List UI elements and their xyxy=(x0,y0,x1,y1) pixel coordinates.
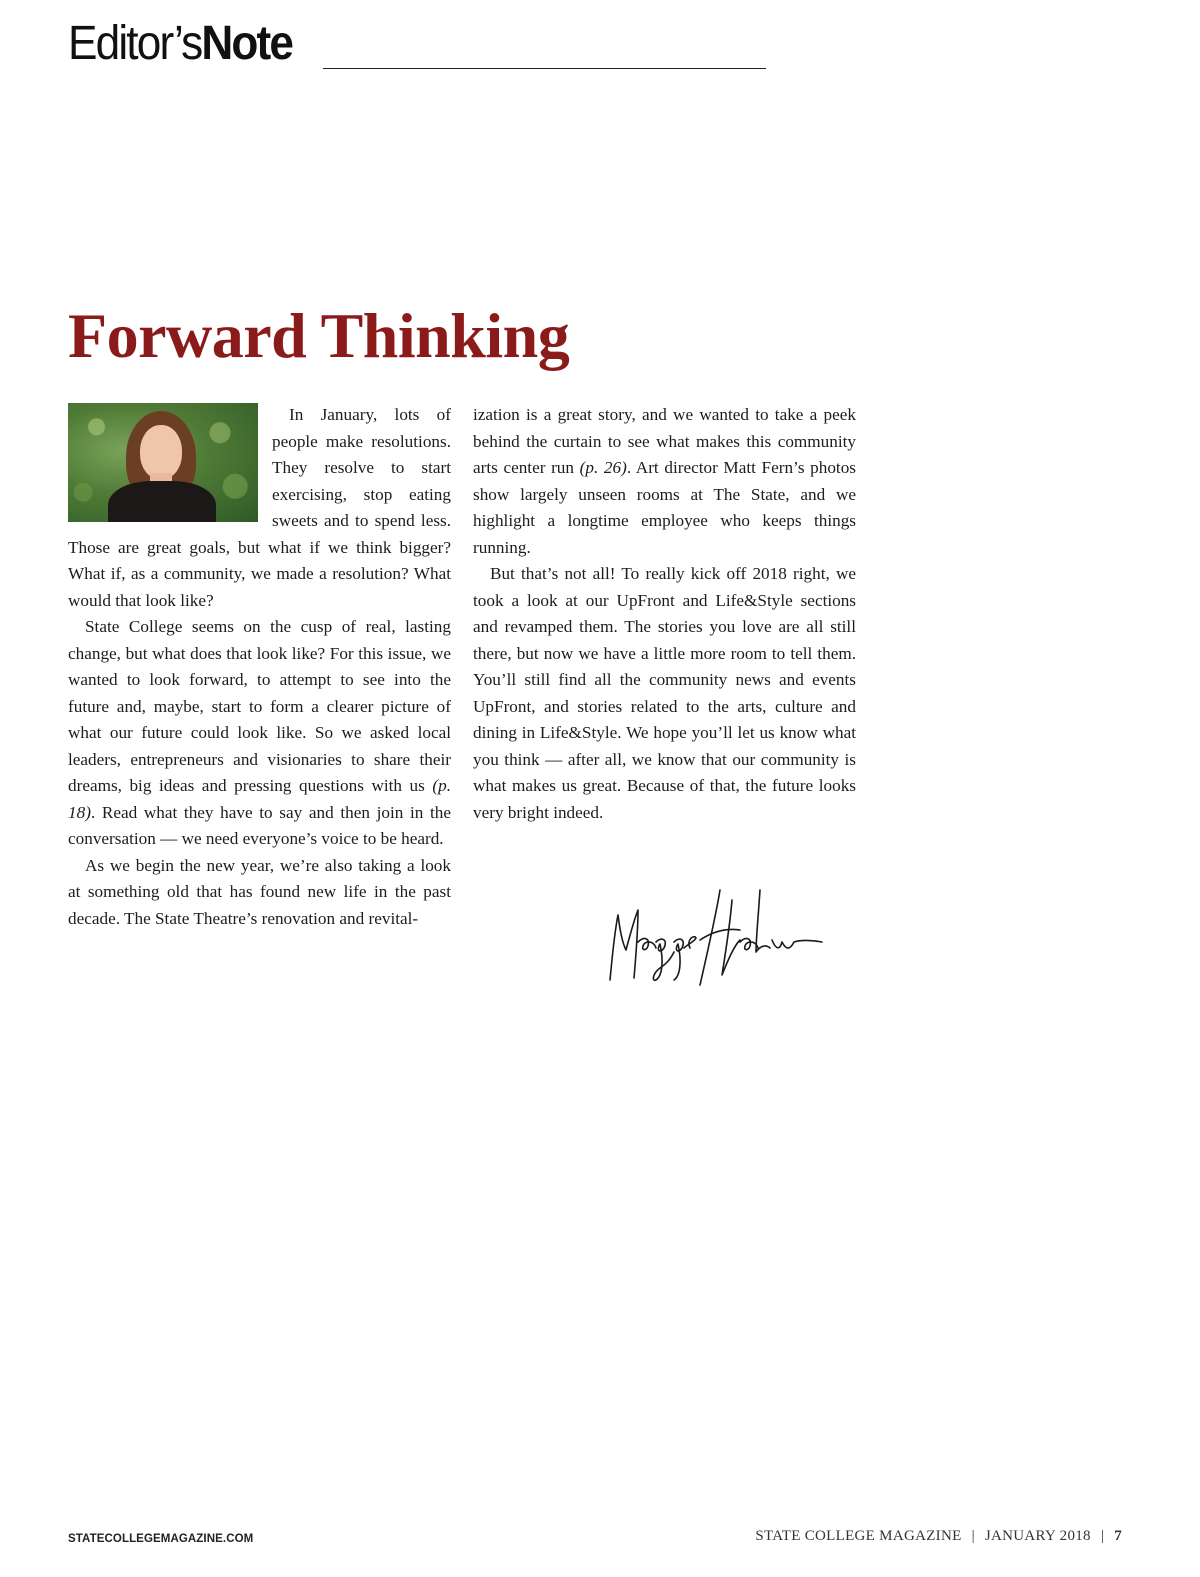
paragraph-text: State College seems on the cusp of real, lasting change, but what does that look like? For this issue, we wanted to look forward, to attempt to see into the future and, maybe, start to form a clearer picture of what our future could look like. So we asked local leaders, entrepreneurs and visionaries to share their dreams, big ideas and pressing questions with us xyxy=(68,617,451,795)
paragraph: But that’s not all! To really kick off 2018 right, we took a look at our UpFront and Life&Style sections and revamped them. The stories you love are all still there, but now we have a little more room to tell them. You’ll still find all the community news and events UpFront, and stories related to the arts, culture and dining in Life&Style. We hope you’ll let us know what you think — after all, we know that our community is what makes us great. Because of that, the future looks very bright indeed. xyxy=(473,564,856,822)
section-header xyxy=(68,14,768,74)
footer-issue-info xyxy=(755,1528,1122,1545)
paragraph-text: ization is a great story, and we wanted to take a peek behind the curtain to see what makes this community arts center run xyxy=(473,405,856,477)
footer-issue-date: JANUARY 2018 xyxy=(984,1528,1091,1544)
paragraph: In January, lots of people make resolutions. They resolve to start exercising, stop eating sweets and to spend less. Those are great goals, but what if we think bigger? What if, as a community, we made a resolution? What would that look like? xyxy=(68,405,451,610)
header-rule xyxy=(323,68,766,69)
article-column-left xyxy=(68,402,451,932)
footer-publication: STATE COLLEGE MAGAZINE xyxy=(755,1528,962,1544)
paragraph: As we begin the new year, we’re also taking a look at something old that has found new life in the past decade. The State Theatre’s renovation and revital- xyxy=(68,855,451,928)
page-reference: (p. 18) xyxy=(68,776,451,822)
paragraph xyxy=(68,614,451,853)
section-label-light: Editor’s xyxy=(68,17,202,70)
footer-separator: | xyxy=(971,1528,975,1544)
paragraph-text: . Read what they have to say and then join in the conversation — we need everyone’s voice to be heard. xyxy=(68,802,451,848)
editor-photo xyxy=(68,403,258,522)
article-title: Forward Thinking xyxy=(68,300,570,371)
editor-signature xyxy=(600,880,830,1000)
paragraph xyxy=(473,402,856,561)
page-reference: (p. 26) xyxy=(579,458,627,477)
paragraph-text: . Art director Matt Fern’s photos show largely unseen rooms at The State, and we highlight a longtime employee who keeps things running. xyxy=(473,458,856,557)
article-column-right xyxy=(473,402,856,826)
footer-website: STATECOLLEGEMAGAZINE.COM xyxy=(68,1533,254,1545)
page-number: 7 xyxy=(1114,1528,1122,1544)
section-label-bold: Note xyxy=(201,17,293,70)
section-label xyxy=(68,14,292,74)
signature-text: Maggie Anderson xyxy=(600,880,608,881)
footer-separator: | xyxy=(1100,1528,1105,1544)
